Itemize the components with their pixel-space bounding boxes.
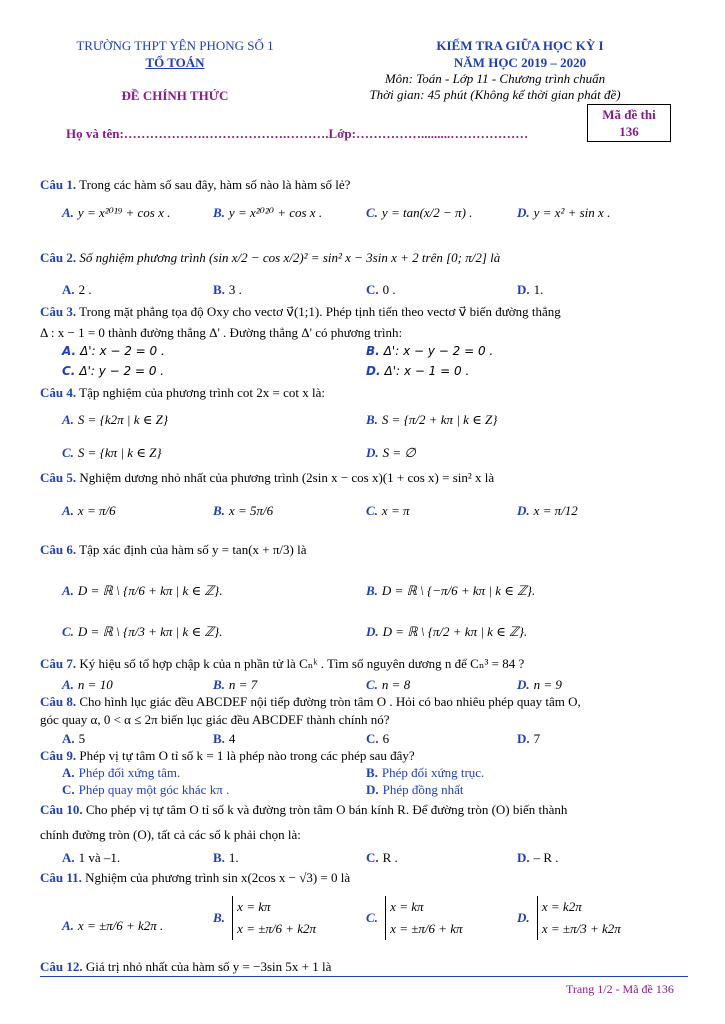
q2-option-a[interactable]: A. 2 . (62, 282, 92, 297)
question-text: Số nghiệm phương trình (sin x/2 − cos x/2)² = sin² x − 3sin x + 2 trên [0; π/2] là (79, 250, 501, 265)
q11-option-a[interactable]: A. x = ±π/6 + k2π . (62, 918, 164, 933)
question-text: Trong mặt phẳng tọa độ Oxy cho vectơ v⃗(1;1). Phép tịnh tiến theo vectơ v⃗ biến đường thẳng (79, 304, 561, 319)
solution-bracket: x = kπ x = ±π/6 + k2π (232, 896, 316, 940)
question-3-cont: Δ : x − 1 = 0 thành đường thẳng Δ' . Đường thẳng Δ' có phương trình: (40, 325, 403, 340)
q3-option-b[interactable]: B. Δ': x − y − 2 = 0 . (366, 344, 494, 358)
question-10-cont: chính đường tròn (O), tất cả các số k phải chọn là: (40, 827, 301, 842)
official-label: ĐỀ CHÍNH THỨC (121, 88, 229, 103)
q8-option-c[interactable]: C. 6 (366, 731, 390, 746)
question-6 (40, 542, 307, 558)
question-label: Câu 12. (40, 959, 83, 974)
question-12 (40, 959, 331, 975)
exam-title: KIỂM TRA GIỮA HỌC KỲ I (436, 38, 604, 53)
question-1 (40, 177, 350, 193)
exam-code-label: Mã đề thi (602, 107, 656, 122)
q6-option-a[interactable]: A. D = ℝ \ {π/6 + kπ | k ∈ ℤ}. (62, 583, 223, 598)
question-3 (40, 304, 561, 320)
school-year: NĂM HỌC 2019 – 2020 (453, 55, 587, 70)
q9-option-d[interactable]: D. Phép đồng nhất (366, 782, 464, 797)
question-2 (40, 250, 500, 266)
subject-line: Môn: Toán - Lớp 11 - Chương trình chuẩn (384, 71, 606, 86)
q5-option-b[interactable]: B. x = 5π/6 (213, 503, 274, 518)
q1-option-c[interactable]: C. y = tan(x/2 − π) . (366, 205, 473, 220)
q7-option-a[interactable]: A. n = 10 (62, 677, 113, 692)
solution-bracket: x = k2π x = ±π/3 + k2π (537, 896, 621, 940)
q9-option-a[interactable]: A. Phép đối xứng tâm. (62, 765, 181, 780)
question-label: Câu 10. (40, 802, 83, 817)
question-8-cont: góc quay α, 0 < α ≤ 2π biến lục giác đều ABCDEF thành chính nó? (40, 712, 390, 727)
q6-option-b[interactable]: B. D = ℝ \ {−π/6 + kπ | k ∈ ℤ}. (366, 583, 536, 598)
q9-option-b[interactable]: B. Phép đối xứng trục. (366, 765, 485, 780)
question-text: Nghiệm của phương trình sin x(2cos x − √3) = 0 là (85, 870, 351, 885)
q6-option-c[interactable]: C. D = ℝ \ {π/3 + kπ | k ∈ ℤ}. (62, 624, 223, 639)
question-7 (40, 656, 524, 672)
question-10 (40, 802, 567, 818)
exam-code-box (587, 104, 671, 142)
q10-option-d[interactable]: D. – R . (517, 850, 559, 865)
question-text: Trong các hàm số sau đây, hàm số nào là hàm số lẻ? (79, 177, 351, 192)
q1-option-b[interactable]: B. y = x²⁰²⁰ + cos x . (213, 205, 323, 220)
question-label: Câu 1. (40, 177, 77, 192)
question-11 (40, 870, 350, 886)
q1-option-a[interactable]: A. y = x²⁰¹⁹ + cos x . (62, 205, 171, 220)
solution-bracket: x = kπ x = ±π/6 + kπ (385, 896, 462, 940)
question-text: Cho hình lục giác đều ABCDEF nội tiếp đường tròn tâm O . Hỏi có bao nhiêu phép quay tâm O, (79, 694, 581, 709)
question-text: Cho phép vị tự tâm O tỉ số k và đường tròn tâm O bán kính R. Để đường tròn (O) biến thành (85, 802, 568, 817)
q3-option-c[interactable]: C. Δ': y − 2 = 0 . (62, 364, 165, 378)
question-label: Câu 3. (40, 304, 77, 319)
question-5 (40, 470, 494, 486)
q5-option-a[interactable]: A. x = π/6 (62, 503, 116, 518)
question-label: Câu 4. (40, 385, 77, 400)
school-name: TRƯỜNG THPT YÊN PHONG SỐ 1 (76, 38, 274, 53)
q2-option-b[interactable]: B. 3 . (213, 282, 242, 297)
q4-option-d[interactable]: D. S = ∅ (366, 445, 416, 460)
question-4 (40, 385, 325, 401)
question-text: Giá trị nhỏ nhất của hàm số y = −3sin 5x + 1 là (85, 959, 332, 974)
q9-option-c[interactable]: C. Phép quay một góc khác kπ . (62, 782, 230, 797)
question-label: Câu 8. (40, 694, 77, 709)
q8-option-a[interactable]: A. 5 (62, 731, 86, 746)
question-label: Câu 2. (40, 250, 77, 265)
time-line: Thời gian: 45 phút (Không kể thời gian phát đề) (369, 87, 621, 102)
question-text: Tập xác định của hàm số y = tan(x + π/3) là (79, 542, 307, 557)
q10-option-b[interactable]: B. 1. (213, 850, 239, 865)
q11-option-d[interactable]: D. x = k2π x = ±π/3 + k2π (517, 896, 621, 940)
q2-option-d[interactable]: D. 1. (517, 282, 544, 297)
q4-option-a[interactable]: A. S = {k2π | k ∈ Z} (62, 412, 169, 427)
q11-option-c[interactable]: C. x = kπ x = ±π/6 + kπ (366, 896, 463, 940)
q11-option-b[interactable]: B. x = kπ x = ±π/6 + k2π (213, 896, 316, 940)
q8-option-b[interactable]: B. 4 (213, 731, 236, 746)
q4-option-b[interactable]: B. S = {π/2 + kπ | k ∈ Z} (366, 412, 498, 427)
q2-option-c[interactable]: C. 0 . (366, 282, 396, 297)
question-label: Câu 5. (40, 470, 77, 485)
question-label: Câu 9. (40, 748, 77, 763)
question-text: Phép vị tự tâm O tỉ số k = 1 là phép nào trong các phép sau đây? (79, 748, 415, 763)
question-label: Câu 11. (40, 870, 82, 885)
question-label: Câu 6. (40, 542, 77, 557)
q3-option-a[interactable]: A. Δ': x − 2 = 0 . (62, 344, 165, 358)
q7-option-b[interactable]: B. n = 7 (213, 677, 258, 692)
question-text: Ký hiệu số tổ hợp chập k của n phần tử là Cₙᵏ . Tìm số nguyên dương n để Cₙ³ = 84 ? (79, 656, 525, 671)
page-footer: Trang 1/2 - Mã đề 136 (566, 982, 674, 996)
student-info-line: Họ và tên:……………….……………….……….Lớp:…………….........……………… (66, 126, 529, 141)
q3-option-d[interactable]: D. Δ': x − 1 = 0 . (366, 364, 470, 378)
question-label: Câu 7. (40, 656, 77, 671)
question-9 (40, 748, 415, 764)
exam-code-value: 136 (619, 124, 639, 139)
q4-option-c[interactable]: C. S = {kπ | k ∈ Z} (62, 445, 162, 460)
q10-option-a[interactable]: A. 1 và –1. (62, 850, 121, 865)
q1-option-d[interactable]: D. y = x² + sin x . (517, 205, 611, 220)
question-8 (40, 694, 581, 710)
question-text: Nghiệm dương nhỏ nhất của phương trình (2sin x − cos x)(1 + cos x) = sin² x là (79, 470, 495, 485)
q8-option-d[interactable]: D. 7 (517, 731, 541, 746)
q7-option-d[interactable]: D. n = 9 (517, 677, 562, 692)
department: TỔ TOÁN (145, 55, 205, 70)
q10-option-c[interactable]: C. R . (366, 850, 398, 865)
q7-option-c[interactable]: C. n = 8 (366, 677, 411, 692)
q5-option-c[interactable]: C. x = π (366, 503, 410, 518)
question-text: Tập nghiệm của phương trình cot 2x = cot x là: (79, 385, 325, 400)
q5-option-d[interactable]: D. x = π/12 (517, 503, 578, 518)
footer-divider (40, 976, 688, 977)
q6-option-d[interactable]: D. D = ℝ \ {π/2 + kπ | k ∈ ℤ}. (366, 624, 528, 639)
